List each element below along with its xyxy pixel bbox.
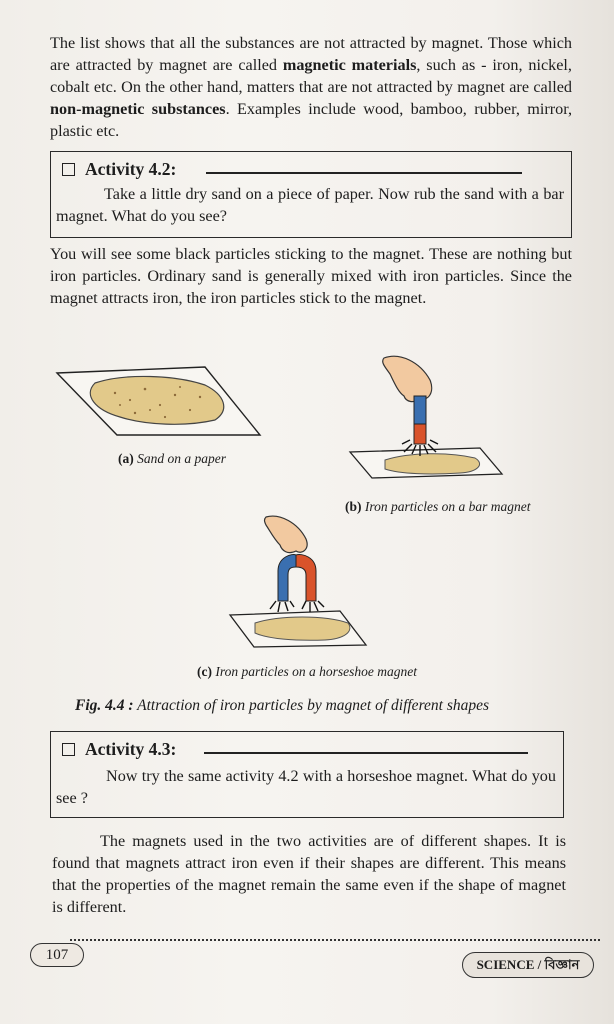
figure-caption: [75, 697, 489, 715]
iron-filings-c: [270, 601, 324, 612]
footer-divider: [70, 939, 600, 941]
horseshoe-magnet-blue: [278, 555, 296, 601]
figure-a-label: Sand on a paper: [137, 451, 226, 466]
checkbox-icon: [62, 163, 75, 176]
bar-magnet-south: [414, 424, 426, 444]
checkbox-icon: [62, 743, 75, 756]
sand-patch-b: [385, 454, 480, 474]
activity-4-3-text: Now try the same activity 4.2 with a horseshoe magnet. What do you see ?: [56, 767, 556, 807]
term-non-magnetic-substances: non-magnetic substances: [50, 100, 226, 118]
activity-4-3-heading: [62, 739, 176, 760]
figure-b-illustration: [350, 352, 505, 480]
figure-a-illustration: [55, 365, 265, 440]
intro-text-3: . Examples include wood, bamboo, rubber, mirror, plastic etc.: [50, 100, 573, 140]
activity-4-3-title: Activity 4.3:: [85, 739, 177, 759]
intro-text-2: , such as - iron, nickel, cobalt etc. On the other hand, matters that are not attracted by magnet are called: [50, 56, 572, 96]
figure-b-tag: (b): [345, 499, 362, 514]
activity-4-2-heading: [62, 159, 176, 180]
result-paragraph: You will see some black particles sticking to the magnet. These are nothing but iron particles. Ordinary sand is generally mixed with iron particles. Since the magnet attracts iron, the iron particles stick to the magnet.: [50, 245, 572, 307]
subject-badge: SCIENCE / বিজ্ঞান: [462, 952, 594, 978]
figure-caption-text: Attraction of iron particles by magnet of different shapes: [133, 697, 490, 714]
term-magnetic-materials: magnetic materials: [282, 56, 417, 74]
figure-c-label: Iron particles on a horseshoe magnet: [215, 664, 417, 679]
page-number: 107: [30, 943, 84, 967]
figure-b-label: Iron particles on a bar magnet: [364, 499, 531, 514]
bar-magnet-north: [414, 396, 426, 424]
activity-4-3-rule: [204, 752, 528, 754]
figure-a-caption: [118, 451, 226, 467]
hand-icon-c: [265, 516, 308, 552]
figure-c-illustration: [230, 513, 370, 648]
figure-b-caption: [345, 499, 531, 515]
figure-caption-label: Fig. 4.4 :: [75, 697, 134, 714]
intro-paragraph: [50, 32, 572, 142]
hand-icon: [383, 356, 432, 401]
intro-text-1: The list shows that all the substances are not attracted by magnet. Those which are attracted by magnet are called: [50, 34, 572, 74]
activity-4-2-text: Take a little dry sand on a piece of paper. Now rub the sand with a bar magnet. What do you see?: [56, 185, 564, 225]
figure-c-tag: (c): [197, 664, 212, 679]
horseshoe-magnet-red: [296, 555, 316, 601]
sand-patch-c: [255, 617, 350, 640]
activity-4-2-rule: [206, 172, 522, 174]
activity-4-2-title: Activity 4.2:: [85, 159, 177, 179]
figure-a-tag: (a): [118, 451, 134, 466]
conclusion-paragraph: The magnets used in the two activities are of different shapes. It is found that magnets attract iron even if their shapes are different. This means that the properties of the magnet remain the same even if the shape of magnet is different.: [52, 832, 566, 916]
figure-c-caption: [197, 664, 417, 680]
